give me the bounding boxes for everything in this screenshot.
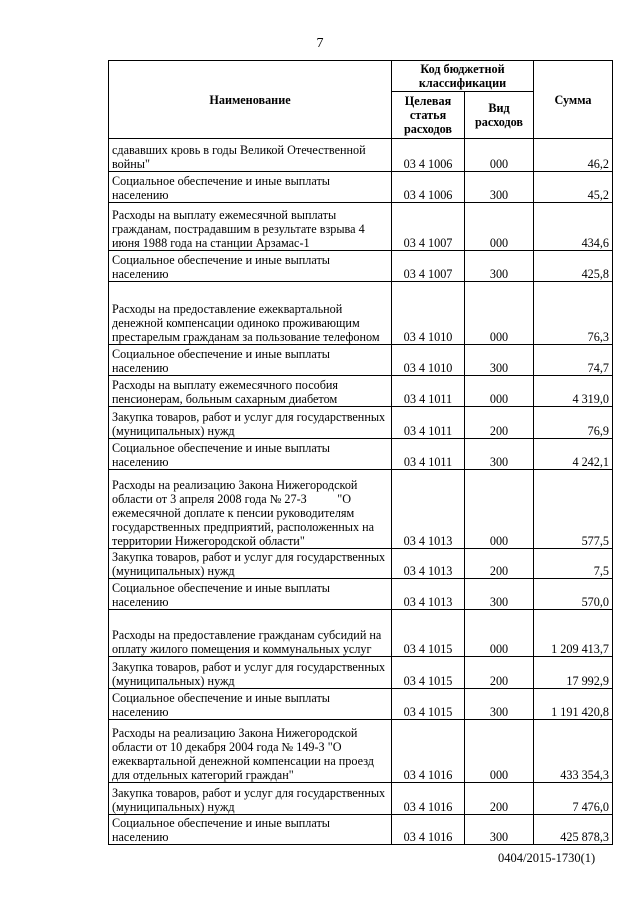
row-sum: 425,8 [534,251,613,282]
row-name: Закупка товаров, работ и услуг для государственных (муниципальных) нужд [109,783,392,815]
row-name: Расходы на реализацию Закона Нижегородской области от 3 апреля 2008 года № 27-З "О ежемесячной доплате к пенсии руководителям государственных предприятий, расположенных на территории Нижегородской области" [109,470,392,549]
row-target-article: 03 4 1015 [392,657,465,689]
row-expense-type: 200 [465,783,534,815]
row-expense-type: 300 [465,815,534,845]
row-sum: 1 191 420,8 [534,689,613,720]
table-row [109,172,613,203]
row-expense-type: 200 [465,549,534,579]
row-sum: 76,9 [534,407,613,439]
row-name: Расходы на реализацию Закона Нижегородской области от 10 декабря 2004 года № 149-З "О ежеквартальной денежной компенсации на проезд для отдельных категорий граждан" [109,720,392,783]
table-row [109,783,613,815]
row-name: Расходы на предоставление гражданам субсидий на оплату жилого помещения и коммунальных услуг [109,610,392,657]
row-target-article: 03 4 1013 [392,470,465,549]
row-target-article: 03 4 1013 [392,549,465,579]
table-row [109,439,613,470]
row-target-article: 03 4 1015 [392,610,465,657]
row-name: Социальное обеспечение и иные выплаты населению [109,689,392,720]
table-row [109,579,613,610]
row-target-article: 03 4 1007 [392,203,465,251]
row-expense-type: 300 [465,579,534,610]
row-expense-type: 000 [465,282,534,345]
row-name: Расходы на предоставление ежеквартальной денежной компенсации одиноко проживающим престарелым гражданам за пользование телефоном [109,282,392,345]
row-name: Социальное обеспечение и иные выплаты населению [109,172,392,203]
row-name: Социальное обеспечение и иные выплаты населению [109,815,392,845]
row-name: Закупка товаров, работ и услуг для государственных (муниципальных) нужд [109,657,392,689]
row-name: Социальное обеспечение и иные выплаты населению [109,345,392,376]
row-target-article: 03 4 1011 [392,376,465,407]
row-target-article: 03 4 1007 [392,251,465,282]
row-target-article: 03 4 1016 [392,720,465,783]
row-name: Расходы на выплату ежемесячного пособия пенсионерам, больным сахарным диабетом [109,376,392,407]
row-expense-type: 200 [465,407,534,439]
table-row [109,282,613,345]
row-name: Социальное обеспечение и иные выплаты населению [109,439,392,470]
row-expense-type: 000 [465,610,534,657]
header-target-article: Целевая статья расходов [392,92,465,139]
row-sum: 45,2 [534,172,613,203]
page-number: 7 [316,36,324,51]
header-name: Наименование [109,61,392,139]
row-sum: 1 209 413,7 [534,610,613,657]
row-sum: 46,2 [534,139,613,172]
row-sum: 76,3 [534,282,613,345]
row-expense-type: 000 [465,470,534,549]
row-expense-type: 300 [465,172,534,203]
row-expense-type: 200 [465,657,534,689]
row-target-article: 03 4 1011 [392,439,465,470]
row-name: Социальное обеспечение и иные выплаты населению [109,251,392,282]
table-row [109,720,613,783]
row-target-article: 03 4 1016 [392,783,465,815]
row-expense-type: 000 [465,720,534,783]
row-sum: 74,7 [534,345,613,376]
row-sum: 17 992,9 [534,657,613,689]
row-expense-type: 300 [465,439,534,470]
row-sum: 4 319,0 [534,376,613,407]
row-target-article: 03 4 1006 [392,172,465,203]
row-expense-type: 000 [465,139,534,172]
row-expense-type: 000 [465,376,534,407]
header-budget-code: Код бюджетной классификации [392,61,534,92]
row-sum: 425 878,3 [534,815,613,845]
row-target-article: 03 4 1013 [392,579,465,610]
row-name: Расходы на выплату ежемесячной выплаты гражданам, пострадавшим в результате взрыва 4 июня 1988 года на станции Арзамас-1 [109,203,392,251]
row-expense-type: 300 [465,251,534,282]
table-row [109,376,613,407]
row-target-article: 03 4 1010 [392,282,465,345]
row-sum: 4 242,1 [534,439,613,470]
table-row [109,345,613,376]
row-name: сдававших кровь в годы Великой Отечественной войны" [109,139,392,172]
row-target-article: 03 4 1006 [392,139,465,172]
header-sum: Сумма [534,61,613,139]
row-name: Закупка товаров, работ и услуг для государственных (муниципальных) нужд [109,407,392,439]
row-expense-type: 000 [465,203,534,251]
table-row [109,657,613,689]
table-row [109,689,613,720]
row-sum: 7 476,0 [534,783,613,815]
row-sum: 577,5 [534,470,613,549]
table-row [109,815,613,845]
table-row [109,407,613,439]
table-row [109,139,613,172]
row-target-article: 03 4 1010 [392,345,465,376]
row-sum: 570,0 [534,579,613,610]
row-name: Закупка товаров, работ и услуг для государственных (муниципальных) нужд [109,549,392,579]
table-row [109,470,613,549]
row-sum: 7,5 [534,549,613,579]
table-row [109,251,613,282]
row-target-article: 03 4 1015 [392,689,465,720]
row-expense-type: 300 [465,345,534,376]
row-sum: 433 354,3 [534,720,613,783]
document-code: 0404/2015-1730(1) [498,851,596,865]
row-target-article: 03 4 1011 [392,407,465,439]
row-expense-type: 300 [465,689,534,720]
budget-table [108,60,613,845]
row-target-article: 03 4 1016 [392,815,465,845]
row-sum: 434,6 [534,203,613,251]
header-expense-type: Вид расходов [465,92,534,139]
row-name: Социальное обеспечение и иные выплаты населению [109,579,392,610]
table-row [109,203,613,251]
table-row [109,549,613,579]
table-row [109,610,613,657]
